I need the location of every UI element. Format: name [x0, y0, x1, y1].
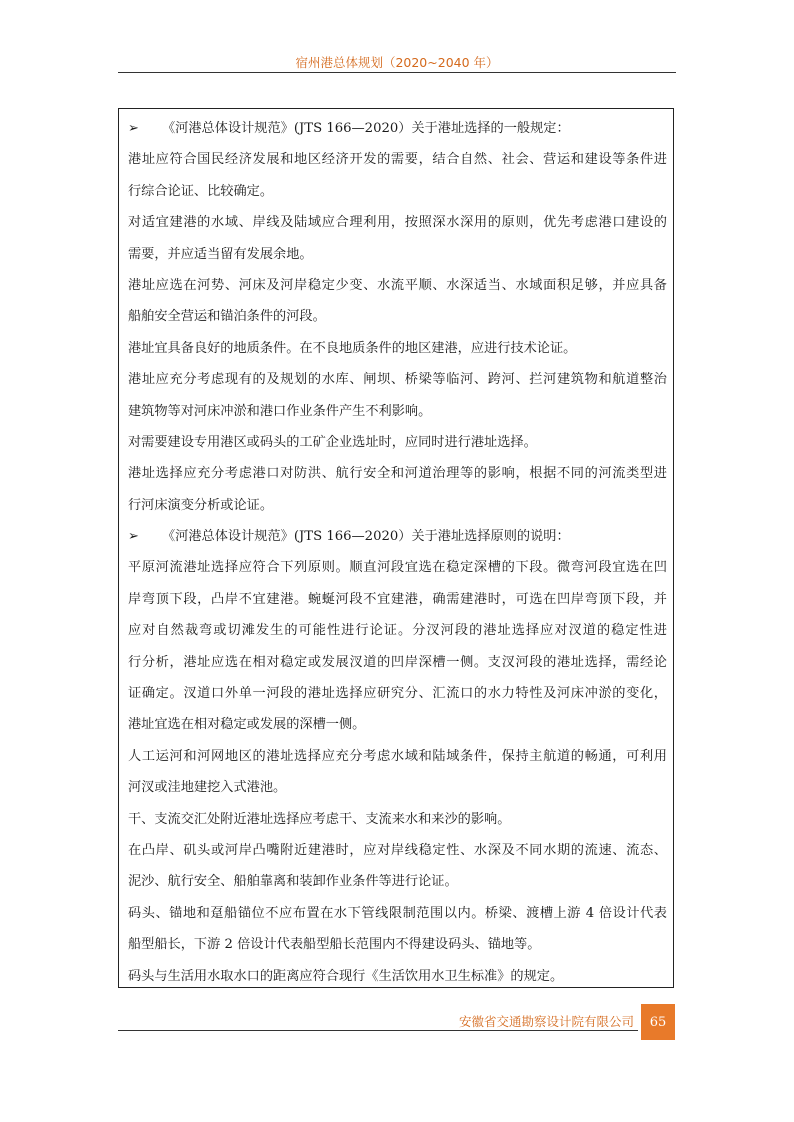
section-heading-text: 《河港总体设计规范》(JTS 166—2020）关于港址选择原则的说明：: [162, 529, 570, 545]
paragraph-line: 在凸岸、矶头或河岸凸嘴附近建港时，应对岸线稳定性、水深及不同水期的流速、流态、: [128, 842, 667, 858]
paragraph-line: 行综合论证、比较确定。: [128, 183, 274, 199]
header-divider: [118, 72, 676, 73]
bullet-arrow-icon: ➢: [128, 529, 140, 545]
paragraph-line: 码头、锚地和趸船锚位不应布置在水下管线限制范围以内。桥梁、渡槽上游 4 倍设计代表: [128, 905, 667, 921]
section-heading: [128, 521, 667, 552]
paragraph-line: 应对自然裁弯或切滩发生的可能性进行论证。分汊河段的港址选择应对汊道的稳定性进: [128, 623, 667, 639]
paragraph-line: 港址选择应充分考虑港口对防洪、航行安全和河道治理等的影响，根据不同的河流类型进: [128, 466, 667, 482]
paragraph-line: 岸弯顶下段，凸岸不宜建港。蜿蜒河段不宜建港，确需建港时，可选在凹岸弯顶下段，并: [128, 591, 667, 607]
paragraph-line: 港址应充分考虑现有的及规划的水库、闸坝、桥梁等临河、跨河、拦河建筑物和航道整治: [128, 372, 667, 388]
paragraph-line: 证确定。汊道口外单一河段的港址选择应研究分、汇流口的水力特性及河床冲淤的变化，: [128, 686, 667, 702]
paragraph-line: 码头与生活用水取水口的距离应符合现行《生活饮用水卫生标准》的规定。: [128, 968, 564, 984]
paragraph-line: 行分析，港址应选在相对稳定或发展汊道的凹岸深槽一侧。支汊河段的港址选择，需经论: [128, 654, 667, 670]
paragraph-line: 人工运河和河网地区的港址选择应充分考虑水域和陆域条件，保持主航道的畅通，可利用: [128, 748, 667, 764]
content-box: [118, 108, 674, 988]
section-heading: [128, 113, 667, 144]
header-title: 宿州港总体规划（2020~2040 年）: [295, 55, 499, 70]
paragraph-line: 对适宜建港的水域、岸线及陆域应合理利用，按照深水深用的原则，优先考虑港口建设的: [128, 215, 667, 231]
paragraph-line: 干、支流交汇处附近港址选择应考虑干、支流来水和来沙的影响。: [128, 811, 511, 827]
footer-divider: [118, 1030, 638, 1031]
footer-company-name: 安徽省交通勘察设计院有限公司: [458, 1014, 634, 1029]
bullet-arrow-icon: ➢: [128, 121, 140, 136]
paragraph-line: 平原河流港址选择应符合下列原则。顺直河段宜选在稳定深槽的下段。微弯河段宜选在凹: [128, 560, 667, 576]
paragraph-line: 需要，并应适当留有发展余地。: [128, 246, 313, 262]
paragraph-line: 船舶安全营运和锚泊条件的河段。: [128, 309, 326, 325]
paragraph-line: 港址宜具备良好的地质条件。在不良地质条件的地区建港，应进行技术论证。: [128, 340, 577, 356]
paragraph-line: 港址应符合国民经济发展和地区经济开发的需要，结合自然、社会、营运和建设等条件进: [128, 152, 667, 168]
paragraph-line: 船型船长，下游 2 倍设计代表船型船长范围内不得建设码头、锚地等。: [128, 937, 541, 953]
paragraph-line: 泥沙、航行安全、船舶靠离和装卸作业条件等进行论证。: [128, 874, 458, 890]
paragraph-line: 建筑物等对河床冲淤和港口作业条件产生不利影响。: [128, 403, 432, 419]
section-heading-text: 《河港总体设计规范》(JTS 166—2020）关于港址选择的一般规定：: [162, 121, 570, 136]
paragraph-line: 对需要建设专用港区或码头的工矿企业选址时，应同时进行港址选择。: [128, 434, 537, 450]
paragraph-line: 行河床演变分析或论证。: [128, 497, 274, 513]
paragraph-line: 港址应选在河势、河床及河岸稳定少变、水流平顺、水深适当、水域面积足够，并应具备: [128, 277, 667, 293]
paragraph-line: 河汊或洼地建挖入式港池。: [128, 780, 287, 796]
page-number: 65: [641, 1004, 675, 1040]
paragraph-line: 港址宜选在相对稳定或发展的深槽一侧。: [128, 717, 366, 733]
